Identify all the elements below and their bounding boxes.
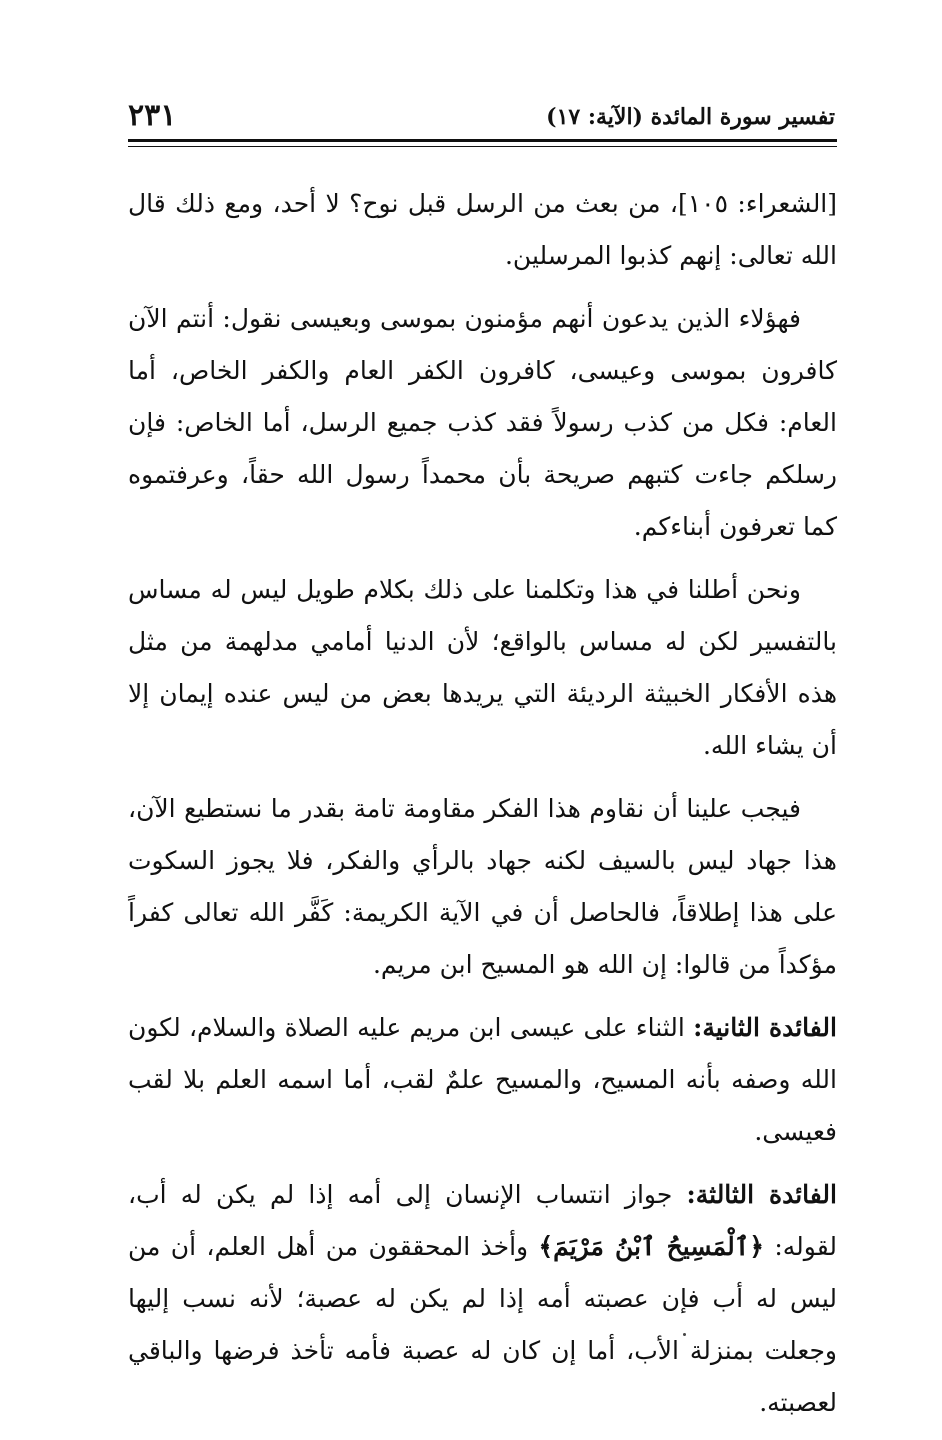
- benefit-3-heading: الفائدة الثالثة:: [686, 1180, 837, 1209]
- paragraph-4-text: فيجب علينا أن نقاوم هذا الفكر مقاومة تامة بقدر ما نستطيع الآن، هذا جهاد ليس بالسيف لكنه جهاد بالرأي والفكر، فلا يجوز السكوت على هذا إطلاقاً، فالحاصل أن في الآية الكريمة: كَفَّر الله تعالى كفراً مؤكداً من قالوا: إن الله هو المسيح ابن مريم.: [128, 794, 837, 979]
- paragraph-3: [128, 564, 837, 772]
- benefit-3-text-before: جواز انتساب الإنسان إلى أمه إذا لم يكن له أب، لقوله:: [128, 1180, 837, 1261]
- benefit-3-text-after: وأخذ المحققون من أهل العلم، أن من ليس له أب فإن عصبته أمه إذا لم يكن له عصبة؛ لأنه نسب إليها وجعلت بمنزلة الأب، أما إن كان له عصبة فأمه تأخذ فرضها والباقي لعصبته.: [128, 1232, 837, 1417]
- header-rule-thick: [128, 139, 837, 142]
- paragraph-2-text: فهؤلاء الذين يدعون أنهم مؤمنون بموسى وبعيسى نقول: أنتم الآن كافرون بموسى وعيسى، كافرون الكفر العام والكفر الخاص، أما العام: فكل من كذب رسولاً فقد كذب جميع الرسل، أما الخاص: فإن رسلكم جاءت كتبهم صريحة بأن محمداً رسول الله حقاً، وعرفتموه كما تعرفون أبناءكم.: [128, 304, 837, 541]
- paragraph-benefit-3: [128, 1169, 837, 1429]
- body-text: [128, 178, 837, 1440]
- paragraph-1-text: [الشعراء: ١٠٥]، من بعث من الرسل قبل نوح؟ لا أحد، ومع ذلك قال الله تعالى: إنهم كذبوا المرسلين.: [128, 189, 838, 270]
- paragraph-4: [128, 783, 837, 991]
- running-title: تفسير سورة المائدة (الآية: ١٧): [546, 104, 835, 130]
- quran-verse: ﴿ٱلْمَسِيحُ ٱبْنُ مَرْيَمَ﴾: [538, 1232, 765, 1261]
- paragraph-3-text: ونحن أطلنا في هذا وتكلمنا على ذلك بكلام طويل ليس له مساس بالتفسير لكن له مساس بالواقع؛ لأن الدنيا أمامي مدلهمة من مثل هذه الأفكار الخبيثة الرديئة التي يريدها بعض من ليس عنده إيمان إلا أن يشاء الله.: [128, 575, 837, 760]
- page-speck: [683, 1333, 686, 1336]
- paragraph-1: [128, 178, 837, 282]
- running-header: [128, 98, 835, 138]
- benefit-2-text: الثناء على عيسى ابن مريم عليه الصلاة والسلام، لكون الله وصفه بأنه المسيح، والمسيح علمٌ لقب، أما اسمه العلم بلا لقب فعيسى.: [128, 1013, 837, 1146]
- paragraph-benefit-2: [128, 1002, 837, 1158]
- header-rule-thin: [128, 146, 837, 147]
- page-number: ٢٣١: [128, 98, 177, 133]
- benefit-2-heading: الفائدة الثانية:: [693, 1013, 837, 1042]
- paragraph-2: [128, 293, 837, 553]
